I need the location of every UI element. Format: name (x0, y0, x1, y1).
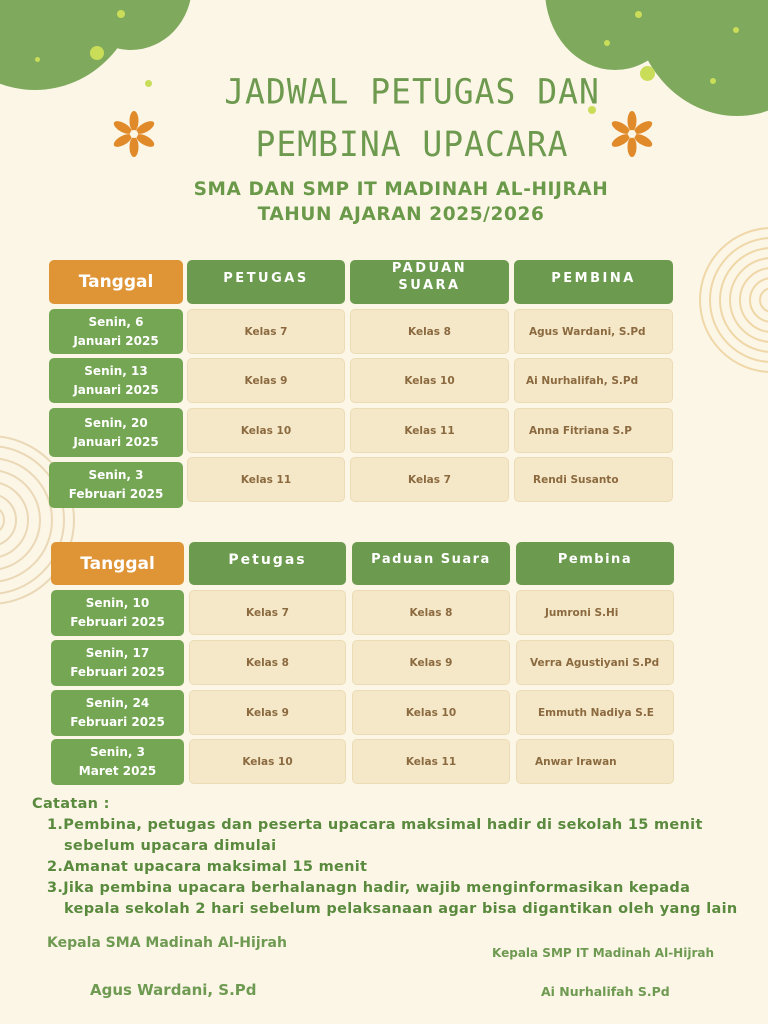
note-item-3 (32, 878, 737, 920)
petugas-cell: Kelas 10 (189, 739, 346, 784)
paduan-cell: Kelas 11 (352, 739, 510, 784)
header-pembina: Pembina (516, 542, 674, 585)
date-line-1: Senin, 10 (85, 596, 150, 610)
paduan-cell: Kelas 9 (352, 640, 510, 685)
date-line-2: Februari 2025 (68, 487, 164, 501)
table-row-date (49, 309, 183, 354)
date-line-2: Januari 2025 (73, 382, 159, 397)
table-row-date (51, 690, 184, 736)
petugas-cell: Kelas 10 (187, 408, 345, 453)
signature-right-name: Ai Nurhalifah S.Pd (541, 984, 670, 999)
signature-left-name: Agus Wardani, S.Pd (90, 981, 257, 999)
paduan-cell: Kelas 10 (352, 690, 510, 735)
paduan-cell: Kelas 8 (352, 590, 510, 635)
title-line-1: JADWAL PETUGAS DAN (224, 70, 600, 112)
pembina-cell: Anna Fitriana S.P (514, 408, 673, 453)
date-line-2: Februari 2025 (70, 665, 165, 679)
header-tanggal: Tanggal (49, 260, 183, 304)
table-row-date (49, 358, 183, 403)
note-text: 1.Pembina, petugas dan peserta upacara maksimal hadir di sekolah 15 menit (47, 817, 703, 833)
page-subtitle (0, 177, 768, 227)
note-text: 2.Amanat upacara maksimal 15 menit (47, 859, 368, 875)
header-paduan-suara: Paduan Suara (352, 542, 510, 585)
header-paduan-suara (350, 260, 509, 304)
paduan-cell: Kelas 7 (350, 457, 509, 502)
notes-heading: Catatan : (32, 796, 110, 812)
date-line-1: Senin, 24 (85, 696, 150, 710)
title-line-2: PEMBINA UPACARA (255, 123, 569, 165)
subtitle-line-1: SMA DAN SMP IT MADINAH AL-HIJRAH (193, 179, 609, 200)
header-petugas: PETUGAS (187, 260, 345, 304)
notes (32, 794, 737, 920)
petugas-cell: Kelas 7 (187, 309, 345, 354)
ripple-circles-icon (690, 225, 768, 375)
petugas-cell: Kelas 8 (189, 640, 346, 685)
petugas-cell: Kelas 9 (187, 358, 345, 403)
pembina-cell: Rendi Susanto (514, 457, 673, 502)
pembina-cell: Ai Nurhalifah, S.Pd (514, 358, 673, 403)
date-line-2: Februari 2025 (70, 615, 165, 629)
pembina-cell: Jumroni S.Hi (516, 590, 674, 635)
note-text: 3.Jika pembina upacara berhalanagn hadir, wajib menginformasikan kepada (47, 880, 691, 896)
pembina-cell: Emmuth Nadiya S.E (516, 690, 674, 735)
date-line-1: Senin, 13 (84, 363, 148, 378)
table-row-date (51, 590, 184, 636)
paduan-cell: Kelas 10 (350, 358, 509, 403)
table-row-date (51, 640, 184, 686)
subtitle-line-2: TAHUN AJARAN 2025/2026 (257, 204, 545, 225)
note-text: kepala sekolah 2 hari sebelum pelaksanaan agar bisa digantikan oleh yang lain (64, 901, 738, 917)
table-row-date (51, 739, 184, 785)
date-line-1: Senin, 3 (88, 468, 144, 482)
date-line-2: Maret 2025 (78, 764, 157, 778)
header-paduan-line-2: SUARA (398, 278, 461, 293)
date-line-2: Februari 2025 (70, 715, 165, 729)
note-item-2 (32, 857, 737, 878)
header-petugas: Petugas (189, 542, 346, 585)
signature-right-title: Kepala SMP IT Madinah Al-Hijrah (492, 946, 714, 960)
table-row-date (49, 408, 183, 457)
signature-left-title: Kepala SMA Madinah Al-Hijrah (47, 935, 287, 951)
table-row-date (49, 462, 183, 508)
petugas-cell: Kelas 9 (189, 690, 346, 735)
header-tanggal: Tanggal (51, 542, 184, 585)
paduan-cell: Kelas 11 (350, 408, 509, 453)
date-line-1: Senin, 3 (89, 745, 146, 759)
date-line-1: Senin, 20 (84, 415, 148, 430)
petugas-cell: Kelas 7 (189, 590, 346, 635)
pembina-cell: Agus Wardani, S.Pd (514, 309, 673, 354)
date-line-2: Januari 2025 (73, 333, 159, 348)
petugas-cell: Kelas 11 (187, 457, 345, 502)
pembina-cell: Verra Agustiyani S.Pd (516, 640, 674, 685)
date-line-1: Senin, 6 (88, 314, 144, 329)
note-item-1 (32, 815, 737, 857)
date-line-1: Senin, 17 (85, 646, 150, 660)
header-paduan-line-1: PADUAN (391, 261, 468, 276)
page-title (0, 70, 768, 167)
header-pembina: PEMBINA (514, 260, 673, 304)
date-line-2: Januari 2025 (73, 434, 159, 449)
note-text: sebelum upacara dimulai (64, 838, 277, 854)
pembina-cell: Anwar Irawan (516, 739, 674, 784)
paduan-cell: Kelas 8 (350, 309, 509, 354)
